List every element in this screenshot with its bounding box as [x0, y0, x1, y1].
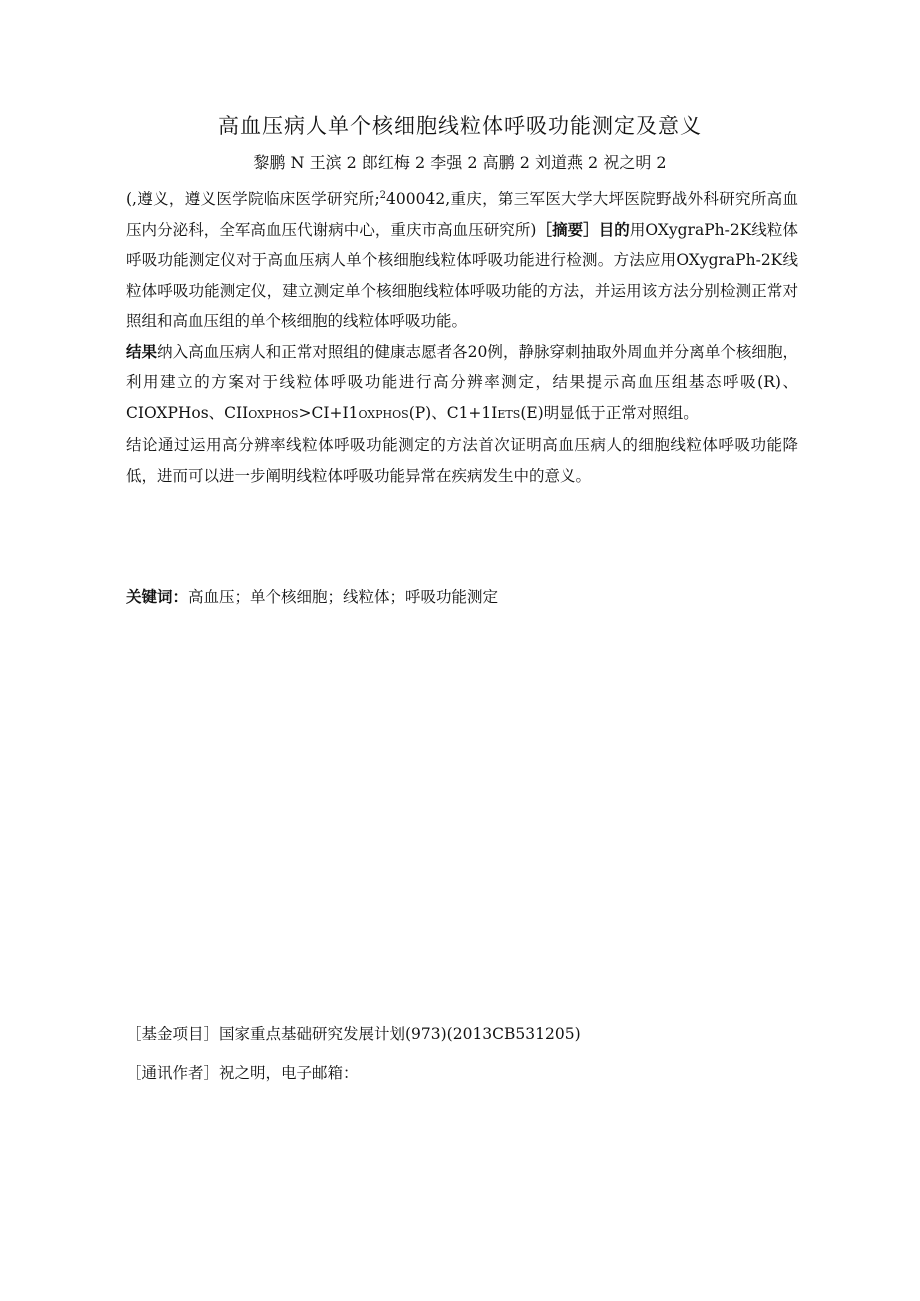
results-subscript-3: ETS: [497, 407, 521, 421]
methods-text: 应用OXygraPh-2K线粒体呼吸功能测定仪，建立测定单个核细胞线粒体呼吸功能的方法，并运用该方法分别检测正常对照组和高血压组的单个核细胞的线粒体呼吸功能。: [126, 251, 798, 330]
corresponding-author-footnote: ［通讯作者］祝之明，电子邮箱：: [126, 1064, 359, 1082]
paper-title: 高血压病人单个核细胞线粒体呼吸功能测定及意义: [218, 114, 702, 138]
results-subscript-2: OXPHOS: [358, 407, 409, 421]
author-list: 黎鹏 N 王滨 2 郎红梅 2 李强 2 高鹏 2 刘道燕 2 祝之明 2: [253, 153, 667, 172]
keywords: [126, 585, 798, 609]
affiliation-and-abstract: [126, 184, 798, 491]
affiliation-part2: 400042,重庆，第三军医大学大坪医院野战外科研究所高血压内分泌科，全军高血压代谢病中心，重庆市高血压研究所): [126, 190, 798, 239]
results-text-c: (P)、C1+1I: [408, 403, 498, 422]
results-text-a: 纳入高血压病人和正常对照组的健康志愿者各20例，静脉穿刺抽取外周血并分离单个核细胞，利用建立的方案对于线粒体呼吸功能进行高分辨率测定，结果提示高血压组基态呼吸(R)、CIOXPHos、CII: [126, 342, 798, 422]
conclusion-label: 结论: [126, 436, 159, 454]
results-subscript-1: OXPHOS: [248, 407, 299, 421]
fund-footnote: ［基金项目］国家重点基础研究发展计划(973)(2013CB531205): [126, 1025, 581, 1043]
results-label: 结果: [126, 342, 158, 361]
conclusion-text: 通过运用高分辨率线粒体呼吸功能测定的方法首次证明高血压病人的细胞线粒体呼吸功能降低，进而可以进一步阐明线粒体呼吸功能异常在疾病发生中的意义。: [126, 436, 798, 485]
abstract-label: ［摘要］: [536, 220, 599, 239]
affiliation-superscript: 2: [379, 189, 387, 201]
methods-label: 方法: [613, 251, 645, 269]
results-text-b: >CI+I1: [298, 403, 359, 422]
objective-label: 目的: [598, 220, 630, 239]
affiliation-part1: (,遵义，遵义医学院临床医学研究所;: [126, 190, 380, 208]
keywords-text: 高血压；单个核细胞；线粒体；呼吸功能测定: [188, 588, 499, 606]
keywords-label: 关键词：: [126, 588, 189, 606]
objective-text: 用OXygraPh-2K线粒体呼吸功能测定仪对于高血压病人单个核细胞线粒体呼吸功能进行检测。: [126, 220, 798, 269]
results-text-d: (E)明显低于正常对照组。: [520, 403, 699, 422]
